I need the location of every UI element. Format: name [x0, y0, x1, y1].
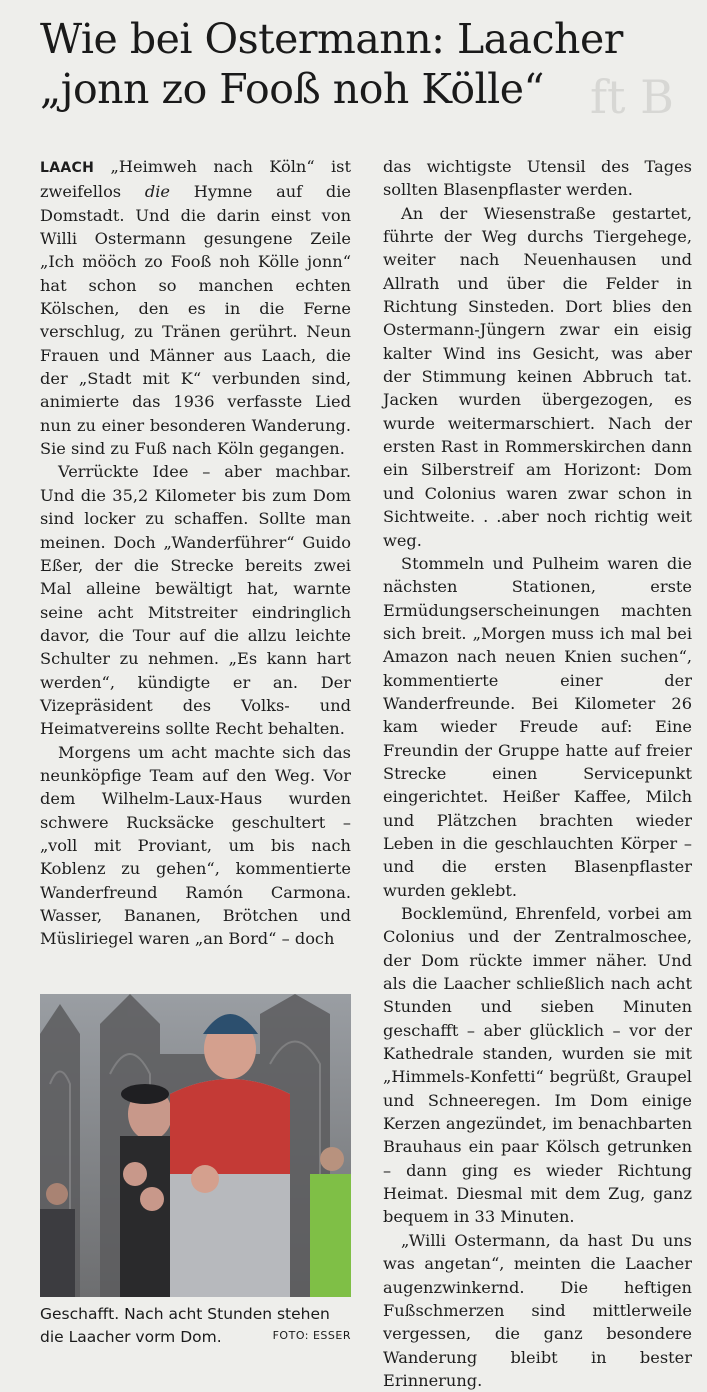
paragraph-1-emphasis: die [144, 182, 170, 202]
article-column-right [383, 155, 692, 1392]
article-photo [40, 994, 351, 1297]
photo-caption [40, 1303, 351, 1349]
headline-line-2: „jonn zo Fooß noh Kölle“ [40, 65, 544, 113]
headline-line-1: Wie bei Ostermann: Laacher [40, 15, 623, 63]
paragraph-1-rest: Hymne auf die Domstadt. Und die darin einst von Willi Ostermann gesungene Zeile „Ich mööch zo Fooß noh Kölle jonn“ hat schon so manchen echten Kölschen, den es in die Ferne verschlug, zu Tränen gerührt. Neun Frauen und Männer aus Laach, die der „Stadt mit K“ verbunden sind, animierte das 1936 verfasste Lied nun zu einer besonderen Wanderung. Sie sind zu Fuß nach Köln gegangen. [40, 182, 351, 459]
caption-line-2: die Laacher vorm Dom. [40, 1328, 222, 1346]
photo-credit: FOTO: ESSER [272, 1329, 351, 1342]
paragraph-6: Bocklemünd, Ehrenfeld, vorbei am Colonius und der Zentralmoschee, der Dom rückte immer näher. Und als die Laacher schließlich nach acht Stunden und sieben Minuten geschafft – aber glücklich – vor der Kathedrale standen, wurden sie mit „Himmels-Konfetti“ begrüßt, Graupel und Schneeregen. Im Dom einige Kerzen angezündet, im benachbarten Brauhaus ein paar Kölsch getrunken – dann ging es wieder Richtung Heimat. Diesmal mit dem Zug, ganz bequem in 33 Minuten. [383, 904, 692, 1227]
paragraph-1-intro: „Heimweh nach Köln“ ist zweifellos [40, 157, 351, 202]
photo-illustration [40, 994, 351, 1297]
article-headline [40, 14, 700, 114]
paragraph-2: Verrückte Idee – aber machbar. Und die 35,2 Kilometer bis zum Dom sind locker zu schaffen. Sollte man meinen. Doch „Wanderführer“ Guido Eßer, der die Strecke bereits zwei Mal alleine bewältigt hat, warnte seine acht Mitstreiter eindringlich davor, die Tour auf die allzu leichte Schulter zu nehmen. „Es kann hart werden“, kündigte er an. Der Vizepräsident des Volks- und Heimatvereins sollte Recht behalten. [40, 462, 351, 739]
dateline: LAACH [40, 160, 95, 176]
paragraph-5: Stommeln und Pulheim waren die nächsten Stationen, erste Ermüdungserscheinungen machten sich breit. „Morgen muss ich mal bei Amazon nach neuen Knien suchen“, kommentierte einer der Wanderfreunde. Bei Kilometer 26 kam wieder Freude auf: Eine Freundin der Gruppe hatte auf freier Strecke einen Servicepunkt eingerichtet. Heißer Kaffee, Milch und Plätzchen brachten wieder Leben in die geschlauchten Körper – und die ersten Blasenpflaster wurden geklebt. [383, 553, 692, 900]
paragraph-7: „Willi Ostermann, da hast Du uns was angetan“, meinten die Laacher augenzwinkernd. Die heftigen Fußschmerzen sind mittlerweile vergessen, die ganz besondere Wanderung bleibt in bester Erinnerung. [383, 1230, 692, 1390]
paragraph-1 [40, 155, 351, 460]
paragraph-3: Morgens um acht machte sich das neunköpfige Team auf den Weg. Vor dem Wilhelm-Laux-Haus wurden schwere Rucksäcke geschultert – „voll mit Proviant, um bis nach Koblenz zu gehen“, kommentierte Wanderfreund Ramón Carmona. Wasser, Bananen, Brötchen und Müsliriegel waren „an Bord“ – doch [40, 742, 351, 949]
bleed-through-text: ft B [590, 70, 674, 124]
paragraph-4: An der Wiesenstraße gestartet, führte der Weg durchs Tiergehege, weiter nach Neuenhausen und Allrath und über die Felder in Richtung Sinsteden. Dort blies den Ostermann-Jüngern zwar ein eisig kalter Wind ins Gesicht, was aber der Stimmung keinen Abbruch tat. Jacken wurden übergezogen, es wurde weitermarschiert. Nach der ersten Rast in Rommerskirchen dann ein Silberstreif am Horizont: Dom und Colonius waren zwar schon in Sichtweite. . .aber noch richtig weit weg. [383, 203, 692, 550]
article-column-left [40, 155, 351, 951]
paragraph-3-continued: das wichtigste Utensil des Tages sollten Blasenpflaster werden. [383, 157, 692, 200]
caption-line-1: Geschafft. Nach acht Stunden stehen [40, 1305, 330, 1323]
